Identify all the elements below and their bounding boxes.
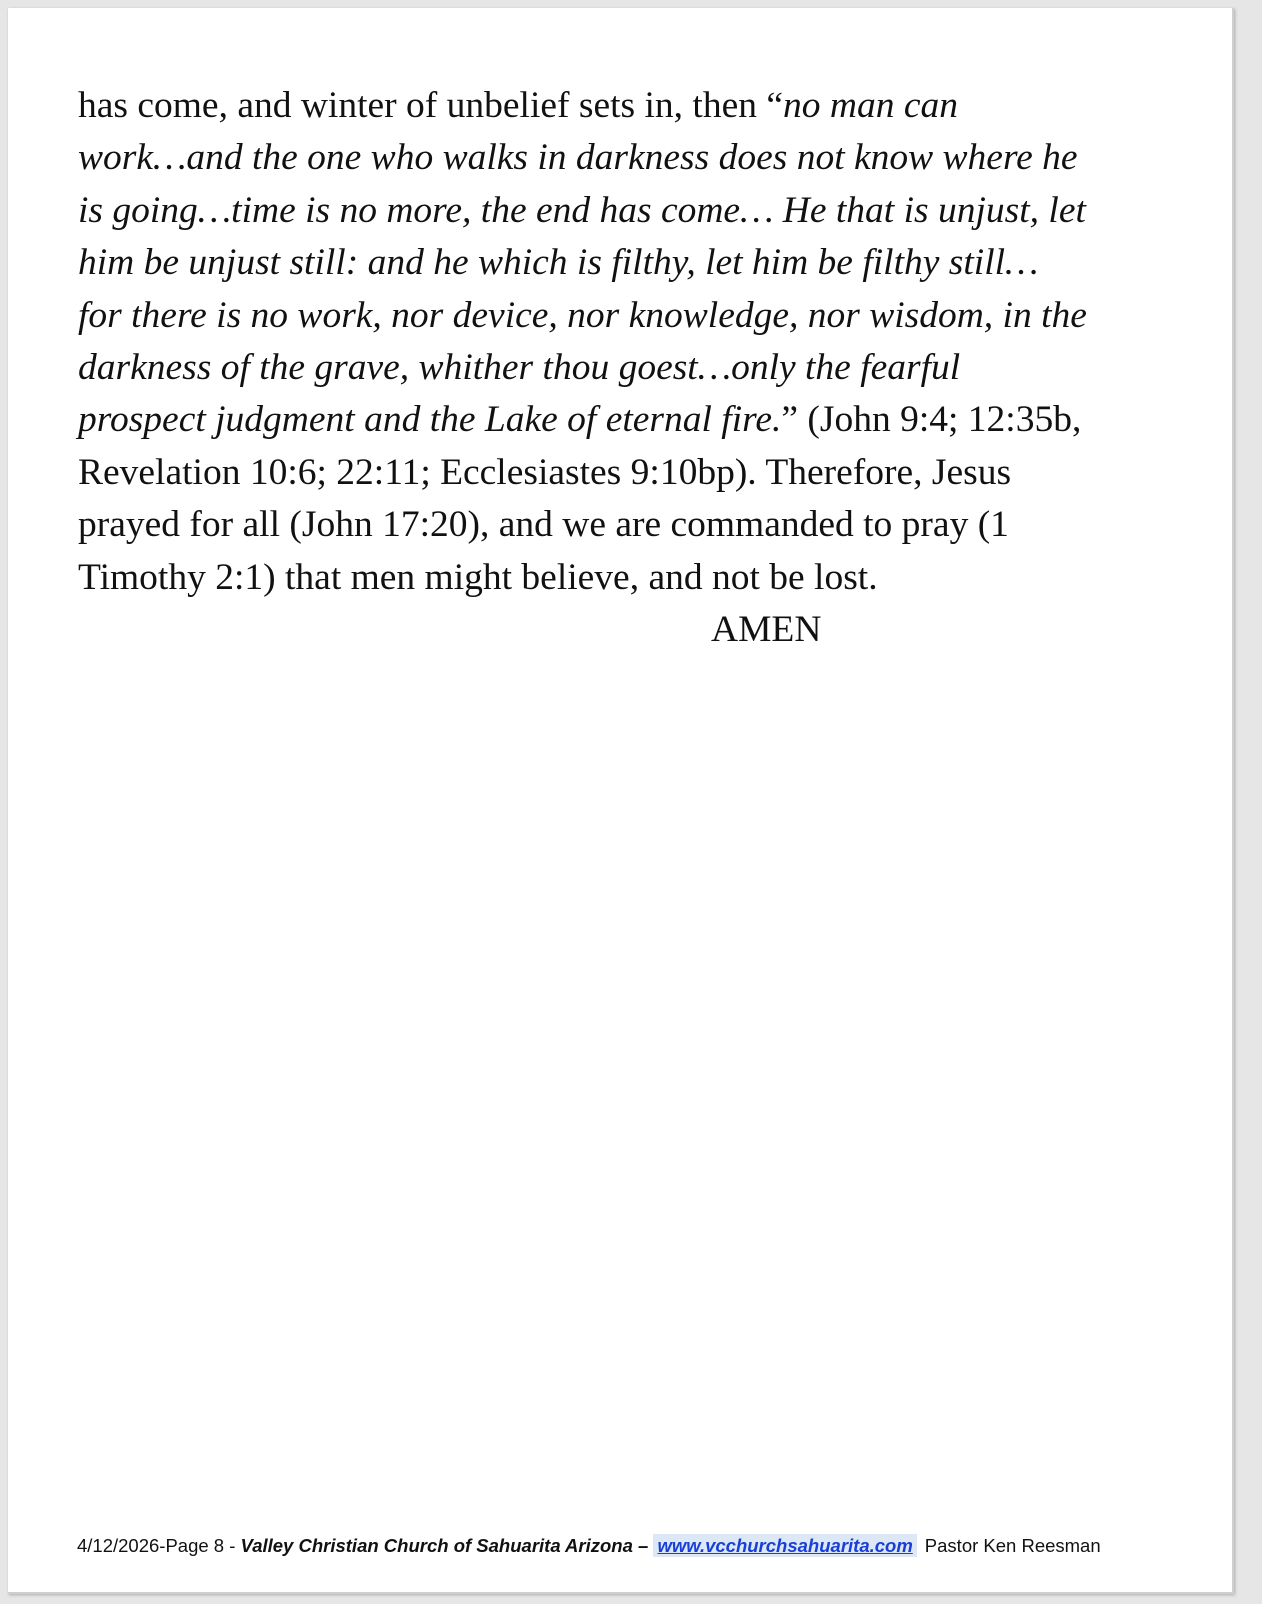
body-paragraph xyxy=(78,80,1158,604)
text-line-8 xyxy=(78,447,1158,499)
text-line-10 xyxy=(78,552,1158,604)
text-line-2-italic: work…and the one who walks in darkness does not know where he xyxy=(78,137,1078,179)
text-line-10-roman: Timothy 2:1) that men might believe, and not be lost. xyxy=(78,556,878,598)
closing-amen: AMEN xyxy=(711,609,822,650)
text-line-7-roman: ” (John 9:4; 12:35b, xyxy=(781,399,1082,441)
text-line-3 xyxy=(78,185,1158,237)
page-footer xyxy=(77,1534,1101,1558)
text-line-8-roman: Revelation 10:6; 22:11; Ecclesiastes 9:10bp). Therefore, Jesus xyxy=(78,451,1012,493)
text-line-6 xyxy=(78,342,1158,394)
text-line-4-italic: him be unjust still: and he which is filthy, let him be filthy still… xyxy=(78,242,1039,284)
text-line-9 xyxy=(78,499,1158,551)
text-line-1-roman: has come, and winter of unbelief sets in, then “ xyxy=(78,85,783,126)
text-line-5-italic: for there is no work, nor device, nor knowledge, nor wisdom, in the xyxy=(78,294,1087,336)
text-line-7-italic: prospect judgment and the Lake of eternal fire. xyxy=(78,399,782,441)
text-line-9-roman: prayed for all (John 17:20), and we are commanded to pray (1 xyxy=(78,504,1009,546)
text-line-4 xyxy=(78,237,1158,289)
footer-website-link[interactable]: www.vcchurchsahuarita.com xyxy=(653,1534,916,1557)
text-line-7 xyxy=(78,394,1158,446)
footer-pastor-name: Pastor Ken Reesman xyxy=(924,1535,1101,1556)
text-line-1 xyxy=(78,80,1158,132)
document-page xyxy=(8,8,1234,1594)
footer-date-page: 4/12/2026-Page 8 - xyxy=(77,1535,241,1556)
footer-church-name: Valley Christian Church of Sahuarita Arizona – xyxy=(240,1535,654,1556)
text-line-3-italic: is going…time is no more, the end has come… He that is unjust, let xyxy=(78,189,1086,231)
text-line-5 xyxy=(78,290,1158,342)
text-line-1-italic: no man can xyxy=(783,85,958,126)
text-line-2 xyxy=(78,132,1158,184)
text-line-6-italic: darkness of the grave, whither thou goest…only the fearful xyxy=(78,346,961,388)
